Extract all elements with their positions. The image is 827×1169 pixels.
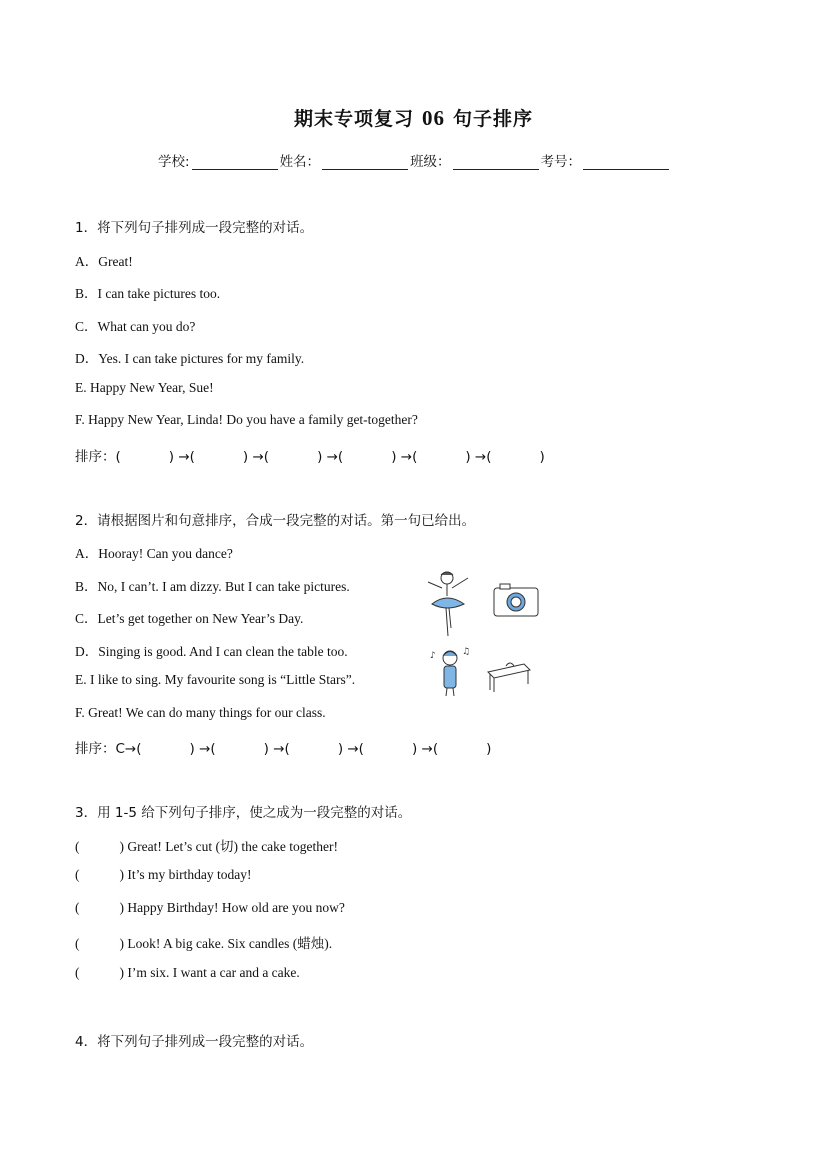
q1-order: 排序：( ) →( ) →( ) →( ) →( ) →( ) <box>75 449 545 465</box>
q1-option-c: C．What can you do? <box>75 319 196 334</box>
exam-no-blank[interactable] <box>583 155 669 170</box>
q2-heading: 2．请根据图片和句意排序，合成一段完整的对话。第一句已给出。 <box>75 513 476 529</box>
camera-image <box>494 584 538 616</box>
q1-heading: 1．将下列句子排列成一段完整的对话。 <box>75 220 314 236</box>
q2-option-b: B．No, I can’t. I am dizzy. But I can take pictures. <box>75 579 350 594</box>
q4-heading: 4．将下列句子排列成一段完整的对话。 <box>75 1034 314 1050</box>
q2-order: 排序：C→( ) →( ) →( ) →( ) →( ) <box>75 741 492 757</box>
q2-option-a: A．Hooray! Can you dance? <box>75 546 233 561</box>
svg-text:♫: ♫ <box>462 647 471 657</box>
q2-option-c: C．Let’s get together on New Year’s Day. <box>75 611 304 626</box>
q1-option-f: F. Happy New Year, Linda! Do you have a family get-together? <box>75 412 418 427</box>
table-image <box>488 663 530 692</box>
q1-option-b: B．I can take pictures too. <box>75 286 221 301</box>
dancer-image <box>428 572 468 636</box>
q3-heading: 3．用 1-5 给下列句子排序，使之成为一段完整的对话。 <box>75 805 412 821</box>
q2-option-d: D．Singing is good. And I can clean the table too. <box>75 644 348 659</box>
q3-item-2: ( ) It’s my birthday today! <box>75 867 252 882</box>
class-blank[interactable] <box>453 155 539 170</box>
q2-option-f: F. Great! We can do many things for our class. <box>75 705 326 720</box>
q1-option-a: A．Great! <box>75 254 133 269</box>
q3-item-3: ( ) Happy Birthday! How old are you now? <box>75 900 345 915</box>
page-title: 期末专项复习 06 句子排序 <box>293 106 534 130</box>
q2-pictures <box>420 566 550 706</box>
student-info: 学校: 姓名： 班级： 考号： <box>158 150 671 170</box>
q3-item-5: ( ) I’m six. I want a car and a cake. <box>75 965 300 980</box>
q2-option-e: E. I like to sing. My favourite song is “Little Stars”. <box>75 672 356 687</box>
school-blank[interactable] <box>192 155 278 170</box>
q1-option-e: E. Happy New Year, Sue! <box>75 380 214 395</box>
singer-image <box>430 647 470 696</box>
q3-item-4: ( ) Look! A big cake. Six candles (蜡烛). <box>75 936 333 951</box>
name-blank[interactable] <box>322 155 408 170</box>
svg-text:♪: ♪ <box>430 651 436 661</box>
q1-option-d: D．Yes. I can take pictures for my family. <box>75 351 305 366</box>
q3-item-1: ( ) Great! Let’s cut (切) the cake together! <box>75 839 339 854</box>
